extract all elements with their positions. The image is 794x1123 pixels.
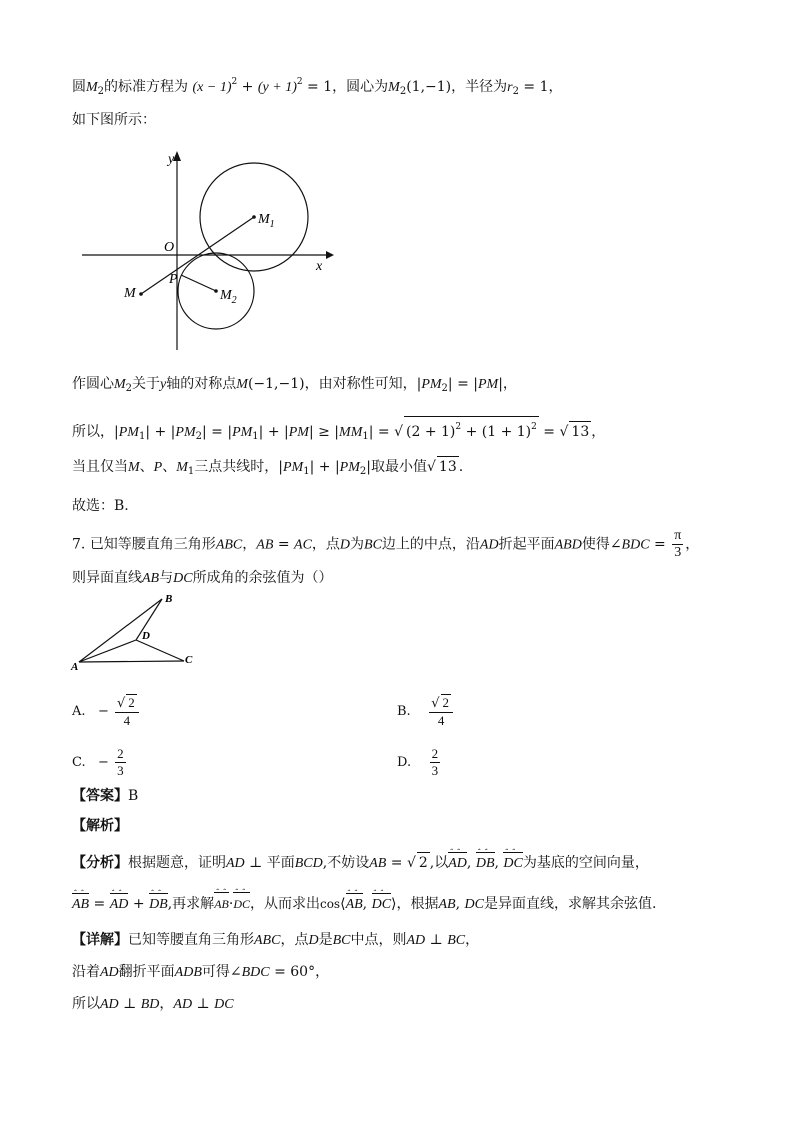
text-line-choice: 故选：B. — [72, 498, 129, 514]
label-p: P — [169, 272, 178, 287]
label-a: A — [71, 661, 79, 672]
question-7-ask: 则异面直线AB与DC所成角的余弦值为（） — [72, 570, 333, 586]
label-y: y — [168, 152, 175, 167]
analysis-line-2: ⌃⌃ AB = ⌃⌃ AD + ⌃⌃ DB,再求解⌃⌃ AB·⌃⌃ DC，从而求出cos⟨⌃⌃ AB, ⌃⌃ DC⟩，根据AB, DC是异面直线，求解其余弦值. — [72, 892, 656, 915]
label-c: C — [185, 654, 193, 666]
text-line-inequality: 所以，$|PM_1| + |PM_2| = |PM_1| + |PM| \ge |MM_1|$ = √ $(2 + 1)^2 + (1 + 1)^2$ = √ 13 ， — [72, 416, 605, 447]
analysis-line-1: 【分析】根据题意，证明AD ⊥ 平面BCD,不妨设AB = √ 2 ,以⌃⌃ AD, ⌃⌃ DB, ⌃⌃ DC为基底的空间向量， — [72, 852, 649, 874]
label-d: D — [142, 630, 150, 642]
label-b: B — [165, 593, 173, 605]
option-c[interactable]: C. − $\frac{2}{3}$ — [72, 746, 124, 778]
text-line-minimum: 当且仅当M、P、$M_1$三点共线时，$|PM_1| + |PM_2|$取最小值√ 13 . — [72, 456, 463, 482]
detail-line-1: 【详解】已知等腰直角三角形ABC，点D是BC中点，则AD ⊥ BC， — [72, 932, 480, 948]
figure-triangle-diagram — [70, 592, 200, 672]
option-d[interactable]: D. $\frac{2}{3}$ — [397, 746, 439, 778]
detail-line-3: 所以AD ⊥ BD，AD ⊥ DC — [72, 996, 234, 1012]
question-7-stem: 7. 已知等腰直角三角形ABC，AB = AC，点D为BC边上的中点，沿AD折起平面ABD使得∠BDC = $\frac{\pi}{3}$ ， — [72, 528, 700, 560]
label-m1: $M_1$ — [258, 212, 275, 230]
text-line-symmetry: 作圆心$M_2$关于y轴的对称点M(−1,−1)，由对称性可知，$|PM_2| = |PM|$， — [72, 376, 517, 394]
label-o: O — [164, 240, 175, 255]
option-b[interactable]: B. $\frac{√ 2}{4}$ — [397, 694, 455, 729]
analysis-heading: 【解析】 — [72, 818, 128, 834]
text-line-see-figure: 如下图所示： — [72, 112, 156, 128]
text-line-circle-m2: 圆$M_2$的标准方程为 $(x - 1)^2 + (y + 1)^2 = 1$，圆心为$M_2(1,-1)$，半径为$r_2 = 1$， — [72, 77, 563, 97]
answer-line: 【答案】B — [72, 788, 139, 804]
figure-circles-diagram — [78, 145, 338, 355]
detail-line-2: 沿着AD翻折平面ADB可得∠BDC = 60°， — [72, 964, 330, 980]
label-m: M — [124, 286, 136, 301]
label-x: x — [316, 259, 323, 274]
label-m2: $M_2$ — [220, 288, 237, 306]
option-a[interactable]: A. − $\frac{√ 2}{4}$ — [72, 694, 141, 729]
